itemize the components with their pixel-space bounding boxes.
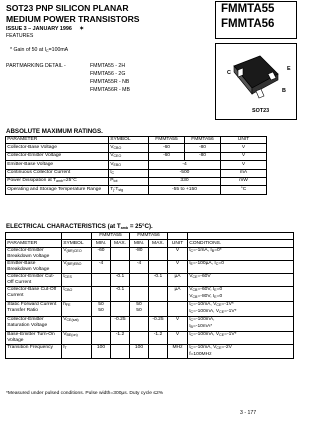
symbol-cell [62,273,92,286]
conditions-cell [188,273,294,286]
symbol-cell [62,286,92,301]
symbol-text: V [63,316,67,322]
conditions-cell [188,331,294,344]
blank-cell [62,233,92,240]
param-cell: Collector-Base Cut-Off Current [6,286,62,301]
param-cell: Transition Frequency [6,344,62,358]
part-number-2: FMMTA56 [221,18,275,30]
footnote: *Measured under pulsed conditions. Pulse width=300µs. Duty cycle ≤2% [6,391,164,396]
symbol-sub: CE(sat) [66,317,79,322]
features-label: FEATURES [6,33,34,39]
table-row [6,144,267,152]
value-cell: -0.1 [111,286,130,301]
condition-line: $I_C=-100mA$, $V_{CE}=-1V*$ [189,308,237,314]
condition-line: $I_B=-10mA*$ [189,323,213,329]
elec-title-sub: amb [120,226,129,230]
param-cell: Static Forward Current Transfer Ratio [6,301,62,316]
pin-c-label: C [227,70,231,76]
table-group-row [6,233,294,240]
symbol-tail: :T [114,186,119,192]
symbol-sub: EBO [113,162,122,167]
unit-cell: µA [168,286,188,301]
value-cell [111,260,130,273]
condition-line: $I_C=-1mA$, $I_B=0*$ [189,248,222,254]
unit-cell: °C [221,186,267,194]
unit-cell: V [168,260,188,273]
condition-line: $I_E=-100\mu A$, $I_C=0$ [189,261,224,267]
title-line-2: MEDIUM POWER TRANSISTORS [6,14,140,24]
table-row [6,186,267,194]
feature-text: * Gain of 50 at I [10,47,47,53]
symbol-text: f [63,344,65,350]
symbol-cell [109,161,149,169]
elec-table-body [6,247,294,358]
value-cell: -1.2 [111,331,130,344]
unit-cell: V [168,331,188,344]
table-row [6,169,267,177]
table-row [6,344,294,358]
symbol-sub: (BR)CEO [66,249,82,254]
value-cell [92,273,111,286]
symbol-text: I [63,287,65,293]
elec-title-tail: = 25°C). [128,223,153,230]
conditions-cell [188,247,294,260]
conditions-cell [188,260,294,273]
feature-item [10,47,68,54]
header-cell: MIN. [92,240,111,247]
header-cell: PARAMETER [6,137,109,144]
partmarking-row: FMMTA56R - MB [90,87,130,93]
feature-tail: =100mA [48,47,69,53]
unit-cell: mW [221,177,267,185]
value-cell [149,301,168,316]
value-cell [130,286,149,301]
condition-line: $V_{CB}=-60V$, $I_E=0$ [189,287,223,293]
part-number-box [215,1,297,39]
symbol-cell [109,186,149,194]
value-cell: 50 50 [130,301,149,316]
symbol-sub: C [111,170,115,175]
value-cell: -80 [185,144,221,152]
pin-b-label: B [282,88,286,94]
partmarking-label: PARTMARKING DETAIL - [6,63,66,69]
value-cell: -60 [92,247,111,260]
symbol-cell [109,144,149,152]
param-cell: Emitter-Base Breakdown Voltage [6,260,62,273]
value-cell: -60 [149,144,185,152]
blank-cell [168,233,188,240]
unit-cell: V [221,161,267,169]
abs-max-title: ABSOLUTE MAXIMUM RATINGS. [6,128,103,135]
table-header-row [6,137,267,144]
package-drawing-box [215,43,297,120]
symbol-sub: CEO [113,154,122,159]
table-row [6,247,294,260]
param-cell: Continuous Collector Current [6,169,109,177]
symbol-text: V [110,153,114,159]
param-cell: Emitter-Base Voltage [6,161,109,169]
table-row [6,152,267,160]
value-cell: -4 [92,260,111,273]
symbol-sub: T [64,345,67,350]
symbol-cell [109,152,149,160]
header-cell: MIN. [130,240,149,247]
condition-line: $I_C=-10mA$, $V_{CE}=-1V*$ [189,302,234,308]
value-cell: 50 50 [92,301,111,316]
symbol-sub: FE [65,303,71,308]
symbol-text: h [63,302,66,308]
value-cell: -0.1 [111,273,130,286]
condition-line: $I_C=-100mA$, [189,316,215,322]
symbol-sub: tot [113,179,118,184]
symbol-text: P [110,178,114,184]
symbol-text: V [63,331,67,337]
value-cell [92,316,111,331]
value-cell: -80 [185,152,221,160]
symbol-text: T [110,186,114,192]
param-cell [6,177,109,185]
value-cell: -4 [130,260,149,273]
symbol-text: V [110,161,114,167]
header-cell: FMMTA56 [185,137,221,144]
symbol-cell [62,316,92,331]
unit-cell: µA [168,273,188,286]
partmarking-row: FMMTA56 - 2G [90,71,126,77]
symbol-cell [62,301,92,316]
param-cell: Collector-Emitter Breakdown Voltage [6,247,62,260]
feature-sub: C [46,49,49,53]
part-number-1: FMMTA55 [221,3,275,15]
issue-line [6,26,84,32]
header-cell: SYMBOL [62,240,92,247]
conditions-cell [188,316,294,331]
value-cell [149,260,168,273]
partmarking-row: FMMTA55 - 2H [90,63,126,69]
group-header-55: FMMTA55 [92,233,130,240]
unit-cell: V [168,316,188,331]
symbol-cell [62,344,92,358]
header-cell: SYMBOL [109,137,149,144]
conditions-cell [188,301,294,316]
symbol-cell [109,169,149,177]
param-sub: amb [56,179,64,184]
symbol-sub: stg [118,187,124,192]
issue-text: ISSUE 3 – JANUARY 1996 [6,26,72,32]
partmarking-row: FMMTA55R - NB [90,79,130,85]
value-cell [92,286,111,301]
elec-title-text: ELECTRICAL CHARACTERISTICS (at T [6,223,121,230]
table-row [6,273,294,286]
value-cell: -0.1 [149,273,168,286]
symbol-text: I [110,169,112,175]
blank-cell [6,233,62,240]
page-number: 3 - 177 [240,410,257,416]
title-line-1: SOT23 PNP SILICON PLANAR [6,3,129,13]
table-row [6,331,294,344]
symbol-sub: BE(on) [66,332,78,337]
unit-cell: V [221,152,267,160]
value-cell [149,247,168,260]
value-cell: -1.2 [149,331,168,344]
condition-line: f=100MHz [189,351,212,357]
symbol-sub: (BR)EBO [66,262,82,267]
unit-cell: mA [221,169,267,177]
pin-e-label: E [287,66,291,72]
value-cell: -0.25 [149,316,168,331]
value-cell [111,247,130,260]
unit-cell: V [168,247,188,260]
package-label: SOT23 [252,108,270,114]
symbol-cell [109,177,149,185]
value-cell [130,316,149,331]
group-header-56: FMMTA56 [130,233,168,240]
blank-cell [188,233,294,240]
param-cell: Operating and Storage Temperature Range [6,186,109,194]
value-cell [130,273,149,286]
param-text: Power Dissipation at T [7,178,57,184]
table-row [6,161,267,169]
symbol-cell [62,331,92,344]
param-cell: Collector-Emitter Voltage [6,152,109,160]
header-cell: UNIT [221,137,267,144]
value-cell: -500 [149,169,221,177]
value-cell: -80 [130,247,149,260]
conditions-cell [188,286,294,301]
param-cell: Base-Emitter Turn-On Voltage [6,331,62,344]
condition-line: $V_{CE}=-60V$ [189,274,211,280]
table-row [6,316,294,331]
symbol-text: V [110,144,114,150]
param-cell: Collector-Emitter Saturation Voltage [6,316,62,331]
table-header-row [6,240,294,247]
param-tail: =25°C [63,178,77,184]
value-cell [111,301,130,316]
unit-cell [168,301,188,316]
elec-char-table [5,232,294,359]
unit-cell: MHz [168,344,188,358]
table-row [6,260,294,273]
param-cell: Collector-Base Voltage [6,144,109,152]
symbol-sub: CBO [64,288,73,293]
symbol-text: V [63,248,67,254]
header-cell: CONDITIONS. [188,240,294,247]
table-row [6,301,294,316]
abs-max-table [5,136,267,195]
condition-line: $I_C=-100mA$, $V_{CE}=-1V*$ [189,331,237,337]
value-cell: 330 [149,177,221,185]
param-cell: Collector-Emitter Cut-Off Current [6,273,62,286]
value-cell [111,344,130,358]
condition-line: $V_{CB}=-80V$, $I_E=0$ [189,293,223,299]
value-cell: -55 to +150 [149,186,221,194]
value-cell [149,286,168,301]
header-cell: MAX. [149,240,168,247]
issue-symbol-icon: ✶ [79,26,84,32]
symbol-cell [62,260,92,273]
value-cell [130,331,149,344]
conditions-cell [188,344,294,358]
symbol-sub: CBO [113,145,122,150]
value-cell: -4 [149,161,221,169]
symbol-cell [62,247,92,260]
unit-cell: V [221,144,267,152]
header-cell: UNIT [168,240,188,247]
symbol-sub: j [113,187,114,192]
header-cell: MAX. [111,240,130,247]
value-cell: 100 [92,344,111,358]
symbol-sub: CES [64,275,72,280]
condition-line: $I_C=-10mA$, $V_{CE}=-2V$ [189,344,232,350]
table-row [6,177,267,185]
header-cell: PARAMETER [6,240,62,247]
value-cell: -0.25 [111,316,130,331]
value-cell: 100 [130,344,149,358]
symbol-text: V [63,261,67,267]
elec-title [6,223,153,230]
value-cell [149,344,168,358]
value-cell [92,331,111,344]
value-cell: -60 [149,152,185,160]
table-row [6,286,294,301]
symbol-text: I [63,274,65,280]
header-cell: FMMTA55 [149,137,185,144]
